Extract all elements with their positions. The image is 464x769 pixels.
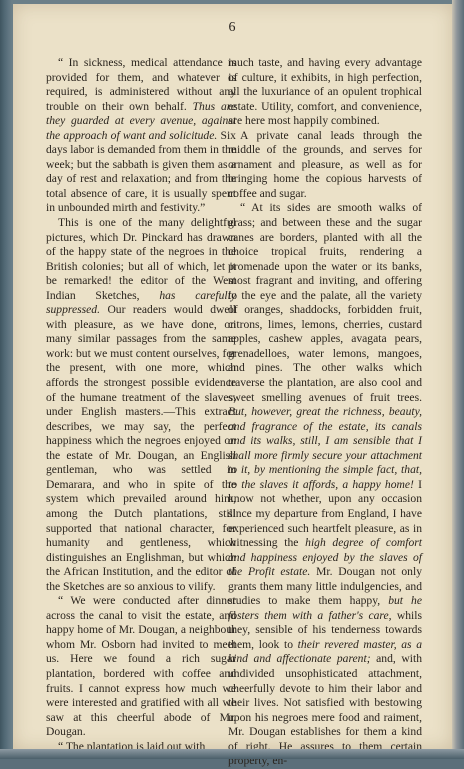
paragraph-p1: [46, 56, 236, 216]
paragraph-p3: [46, 594, 236, 739]
paragraph-p5: [228, 56, 422, 129]
body-text: “ The plantation is laid out with: [58, 740, 205, 753]
book-page: [13, 4, 452, 749]
italic-text: But, however, great the richness, beauty, and fragrance of the estate, its canals and its walks, still, I am sensible that I shall more firmly secure your attachment to it, by mentioning the simple fact, that, to the slaves it affords, a happy home!: [228, 405, 422, 491]
body-text: Mr. Dougan not only grants them many little indulgencies, and studies to make them happy,: [228, 565, 422, 607]
body-text: A private canal leads through the middle of the grounds, and serves for ornament and pleasure, as well as for bringing home the copious harvests of coffee and sugar.: [228, 129, 422, 200]
italic-text: Thus are they guarded at every avenue, against the approach of want and solicitude.: [46, 100, 236, 142]
paragraph-p6: [228, 129, 422, 202]
italic-text: but he fosters them with a father's care,: [228, 594, 422, 622]
paragraph-p2: [46, 216, 236, 594]
page-edge-bottom: [0, 749, 464, 759]
page-edge-right: [452, 0, 464, 759]
paragraph-p7: [228, 201, 422, 768]
body-text: “ We were conducted after dinner across the canal to visit the estate, and happy home of Mr. Dougan, a neighbour whom Mr. Osborn had invited to meet us. Here we found a rich sugar plantation, bordered with coffee and fruits. I cannot express how much we were interested and gratified with all we saw at this cheerful abode of Mr. Dougan.: [46, 594, 236, 738]
body-text: “ At its sides are smooth walks of grass; and between these and the sugar canes are borders, planted with all the choice tropical fruits, rendering a promenade upon the water or its banks, most fragrant and inviting, and offering to the eye and the palate, all the variety of oranges, shaddocks, forbidden fruit, citrons, limes, lemons, cherries, custard apples, cashew apples, avagata pears, grenadelloes, water lemons, mangoes, and pines. The other walks which traverse the plantation, are also cool and sweet smelling avenues of fruit trees.: [228, 201, 422, 403]
body-text: much taste, and having every advantage of culture, it exhibits, in high perfection, all the luxuriance of an opulent trophical estate. Utility, comfort, and convenience, are here most happily combined.: [228, 56, 422, 127]
body-text: I know not whether, upon any occasion since my departure from England, I have experienced such heartfelt pleasure, as in witnessing the: [228, 478, 422, 549]
italic-text: high degree of comfort and happiness enjoyed by the slaves of the Profit estate.: [228, 536, 422, 578]
right-column: [228, 56, 422, 769]
italic-text: their revered master, as a kind and affectionate parent;: [228, 638, 422, 666]
italic-text: has carefully suppressed.: [46, 289, 236, 317]
page-number: 6: [13, 20, 452, 36]
left-column: [46, 56, 236, 754]
body-text: whils they, sensible of his tenderness towards them, look to: [228, 609, 422, 651]
body-text: Six days labor is demanded from them in the week; but the sabbath is given them as a day of rest and relaxation; and from the total absence of care, it is usually spent in unbounded mirth and festivity.”: [46, 129, 236, 215]
body-text: “ In sickness, medical attendance is provided for them, and whatever is required, is administered without any trouble on their own behalf.: [46, 56, 236, 113]
body-text: This is one of the many delightful pictures, which Dr. Pinckard has drawn of the happy state of the negroes in the British colonies; but all of which, let it be remarked! the editor of the West Indian Sketches,: [46, 216, 236, 302]
body-text: and, with undivided unsophisticated attachment, cheerfully devote to him their labor and their lives. Not satisfied with bestowing upon his negroes mere food and raiment, Mr. Dougan establishes for them a kind of right. He assures to them certain: [228, 652, 422, 767]
body-text: Our readers would dwell with pleasure, as we have done, on many similar passages from the same work: but we must content ourselves, for the present, with one more, which affords the strongest possible evidence of the humane treatment of the slaves, under English masters.—This extract describes, we may say, the perfect happiness which the negroes enjoyed on the estate of Mr. Dougan, an English gentleman, who was settled in Demarara, and who in spite of the system which prevailed around him, among the Dutch plantations, still supported that national character, for humanity and gentleness, which distinguishes an Englishman, but which the African Institution, and the editor of the Sketches are so anxious to vilify.: [46, 303, 236, 592]
